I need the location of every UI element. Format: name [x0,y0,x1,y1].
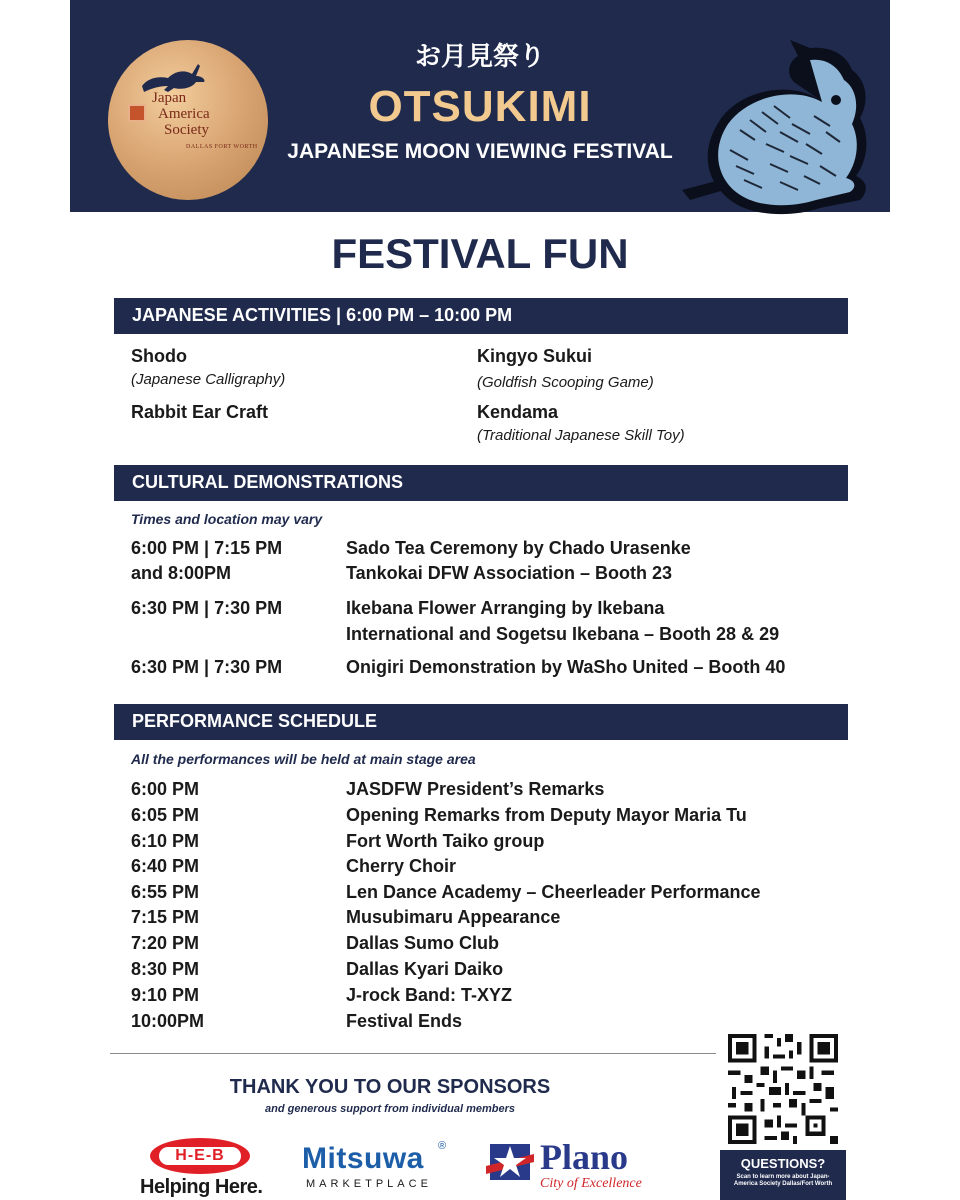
qr-section [720,1030,846,1200]
performance-event: Dallas Kyari Daiko [346,959,504,979]
qr-questions-label: QUESTIONS? [740,1156,826,1171]
performance-event: Cherry Choir [346,856,457,876]
performance-time: 7:20 PM [131,933,200,953]
plano-wordmark: Plano [540,1137,629,1177]
activity-name: Kendama [477,402,559,422]
plano-tagline: City of Excellence [540,1176,642,1191]
seal-line: America [158,106,210,122]
performance-time: 9:10 PM [131,985,200,1005]
mitsuwa-subtitle: MARKETPLACE [306,1178,432,1190]
activity-desc: (Goldfish Scooping Game) [477,374,654,391]
performance-time: 6:00 PM [131,779,200,799]
seal-line: Japan [152,90,187,106]
demonstrations-heading: CULTURAL DEMONSTRATIONS [114,465,848,501]
performance-time: 10:00PM [131,1011,205,1031]
performances-note: All the performances will be held at main stage area [131,751,476,767]
plano-logo [484,1136,644,1196]
performance-time: 8:30 PM [131,959,200,979]
activity-name: Kingyo Sukui [477,346,593,366]
festival-name: OTSUKIMI [368,82,592,131]
qr-caption-panel [720,1150,846,1200]
performance-time: 6:10 PM [131,831,200,851]
performance-event: Len Dance Academy – Cheerleader Performance [346,882,761,902]
section-divider [110,1053,716,1054]
festival-subtitle: JAPANESE MOON VIEWING FESTIVAL [287,140,673,163]
demo-time: 6:30 PM | 7:30 PM [131,598,283,618]
performance-time: 6:40 PM [131,856,200,876]
qr-subtext: Scan to learn more about Japan-America Society Dallas/Fort Worth [733,1174,833,1187]
activity-desc: (Japanese Calligraphy) [131,371,286,388]
qr-code[interactable] [724,1030,842,1148]
registered-mark: ® [438,1140,447,1152]
activity-name: Rabbit Ear Craft [131,402,269,422]
heb-logo [140,1138,270,1198]
performance-event: Fort Worth Taiko group [346,831,545,851]
activities-heading: JAPANESE ACTIVITIES | 6:00 PM – 10:00 PM [114,298,848,334]
demo-time: 6:30 PM | 7:30 PM [131,657,283,677]
performance-event: Dallas Sumo Club [346,933,500,953]
seal-line: Society [164,122,209,138]
performance-time: 7:15 PM [131,907,200,927]
sponsors-heading: THANK YOU TO OUR SPONSORS [229,1076,551,1098]
mitsuwa-wordmark: Mitsuwa [302,1142,424,1175]
performances-heading: PERFORMANCE SCHEDULE [114,704,848,740]
performance-event: Opening Remarks from Deputy Mayor Maria Tu [346,805,747,825]
performance-event: J-rock Band: T-XYZ [346,985,513,1005]
seal-subtext: DALLAS FORT WORTH [186,144,258,150]
mitsuwa-logo [302,1142,452,1198]
demo-desc: Tankokai DFW Association – Booth 23 [346,563,673,583]
performance-event: JASDFW President’s Remarks [346,779,605,799]
activity-name: Shodo [131,346,187,366]
heb-oval [150,1138,250,1174]
demonstrations-note: Times and location may vary [131,511,323,527]
heb-tagline: Helping Here. [140,1176,263,1198]
performance-event: Musubimaru Appearance [346,907,561,927]
activity-desc: (Traditional Japanese Skill Toy) [477,427,685,444]
japanese-title: お月見祭り [414,42,545,72]
plano-star-icon [484,1136,536,1188]
demo-desc: Onigiri Demonstration by WaSho United – Booth 40 [346,657,786,677]
page-title: FESTIVAL FUN [331,230,629,277]
demo-time: and 8:00PM [131,563,232,583]
demo-desc: Ikebana Flower Arranging by Ikebana [346,598,665,618]
sponsors-subheading: and generous support from individual members [265,1103,515,1115]
heb-wordmark: H-E-B [159,1147,241,1165]
performance-time: 6:55 PM [131,882,200,902]
demo-time: 6:00 PM | 7:15 PM [131,538,283,558]
header-banner [70,0,890,212]
performance-event: Festival Ends [346,1011,463,1031]
demo-desc: Sado Tea Ceremony by Chado Urasenke [346,538,691,558]
rabbit-illustration [670,40,885,220]
performance-time: 6:05 PM [131,805,200,825]
demo-desc: International and Sogetsu Ikebana – Booth 28 & 29 [346,624,780,644]
